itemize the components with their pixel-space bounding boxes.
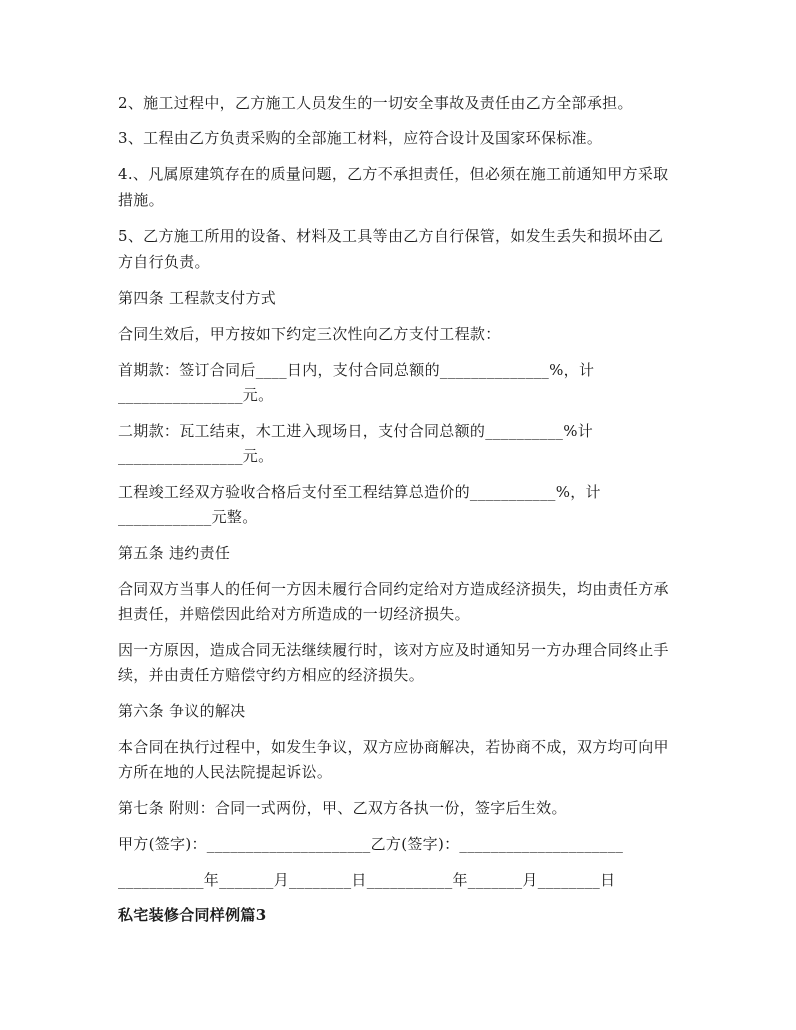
breach-clause-2-line-1: 因一方原因，造成合同无法继续履行时，该对方应及时通知另一方办理合同终止手 — [118, 641, 669, 659]
breach-clause-1-line-2: 担责任，并赔偿因此给对方所造成的一切经济损失。 — [118, 605, 470, 623]
clause-5-equipment-line-2: 方自行负责。 — [118, 253, 210, 271]
clause-3-materials: 3、工程由乙方负责采购的全部施工材料，应符合设计及国家环保标准。 — [118, 129, 603, 147]
article-4-heading: 第四条 工程款支付方式 — [118, 289, 277, 307]
clause-4-quality-line-2: 措施。 — [118, 191, 164, 209]
payment-second-line-2: ________________元。 — [118, 447, 274, 465]
section-heading: 私宅装修合同样例篇3 — [118, 906, 267, 924]
clause-4-quality-line-1: 4.、凡属原建筑存在的质量问题，乙方不承担责任，但必须在施工前通知甲方采取 — [118, 165, 669, 183]
payment-first-line-2: ________________元。 — [118, 386, 274, 404]
breach-clause-1-line-1: 合同双方当事人的任何一方因未履行合同约定给对方造成经济损失，均由责任方承 — [118, 580, 669, 598]
breach-clause-2-line-2: 续，并由责任方赔偿守约方相应的经济损失。 — [118, 666, 425, 684]
dispute-clause-line-1: 本合同在执行过程中，如发生争议，双方应协商解决，若协商不成，双方均可向甲 — [118, 738, 669, 756]
signature-line: 甲方(签字)：_____________________乙方(签字)：_____________________ — [118, 835, 624, 853]
payment-first-line-1: 首期款：签订合同后____日内，支付合同总额的______________%，计 — [118, 361, 595, 379]
article-6-heading: 第六条 争议的解决 — [118, 702, 246, 720]
article-7-supplementary: 第七条 附则：合同一式两份，甲、乙双方各执一份，签字后生效。 — [118, 799, 567, 817]
payment-intro: 合同生效后，甲方按如下约定三次性向乙方支付工程款： — [118, 325, 501, 343]
clause-2-safety: 2、施工过程中，乙方施工人员发生的一切安全事故及责任由乙方全部承担。 — [118, 94, 633, 112]
article-5-heading: 第五条 违约责任 — [118, 544, 231, 562]
payment-final-line-1: 工程竣工经双方验收合格后支付至工程结算总造价的___________%，计 — [118, 483, 601, 501]
payment-final-line-2: ____________元整。 — [118, 508, 258, 526]
payment-second-line-1: 二期款：瓦工结束，木工进入现场日，支付合同总额的__________%计 — [118, 422, 594, 440]
date-line: ___________年_______月________日___________年_______月________日 — [118, 871, 616, 889]
clause-5-equipment-line-1: 5、乙方施工所用的设备、材料及工具等由乙方自行保管，如发生丢失和损坏由乙 — [118, 227, 664, 245]
dispute-clause-line-2: 方所在地的人民法院提起诉讼。 — [118, 763, 333, 781]
